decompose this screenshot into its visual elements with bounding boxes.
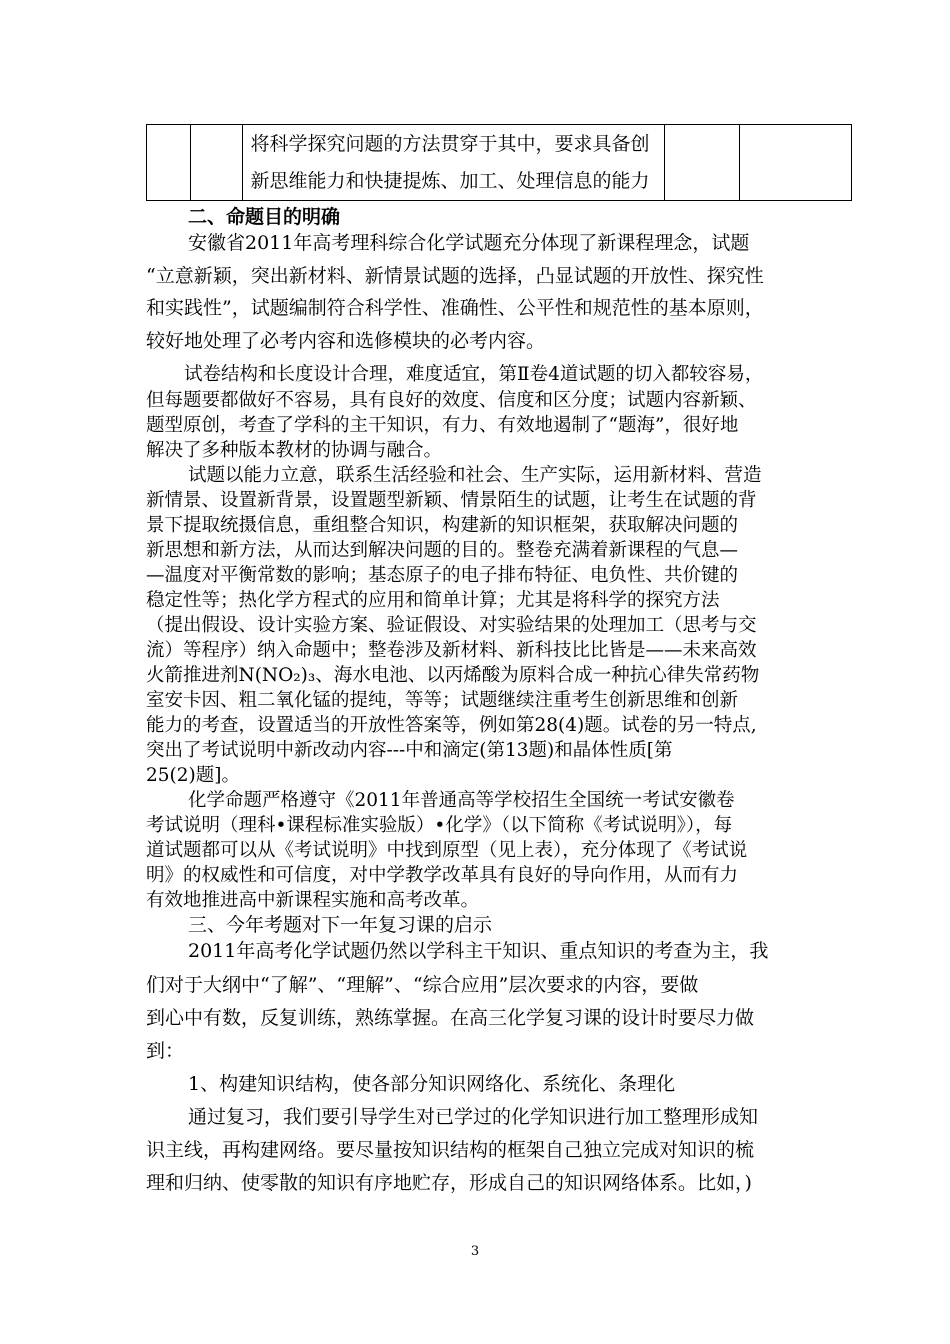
table-cell-description (242, 125, 664, 201)
paragraph-line: 和实践性”，试题编制符合科学性、准确性、公平性和规范性的基本原则， (146, 297, 764, 319)
paragraph-line: 试卷结构和长度设计合理，难度适宜，第Ⅱ卷4道试题的切入都较容易， (184, 364, 764, 385)
paragraph-line: 通过复习，我们要引导学生对已学过的化学知识进行加工整理形成知 (188, 1106, 759, 1128)
paragraph-line: 火箭推进剂N(NO₂)₃、海水电池、以丙烯酸为原料合成一种抗心律失常药物 (146, 665, 760, 686)
section-heading: 二、命题目的明确 (188, 206, 341, 228)
paragraph-line: 到： (146, 1040, 185, 1062)
page-number: 3 (470, 1244, 480, 1259)
paragraph-line: 解决了多种版本教材的协调与融合。 (146, 440, 443, 461)
paragraph-line: 到心中有数，反复训练，熟练掌握。在高三化学复习课的设计时要尽力做 (146, 1007, 755, 1029)
paragraph-line: 理和归纳、使零散的知识有序地贮存，形成自己的知识网络体系。比如，) (146, 1172, 752, 1194)
table-cell-line: 新思维能力和快捷提炼、加工、处理信息的能力 (250, 170, 650, 192)
table-cell (147, 125, 191, 201)
table-cell-line: 将科学探究问题的方法贯穿于其中，要求具备创 (250, 133, 650, 155)
list-item: 1、构建知识结构，使各部分知识网络化、系统化、条理化 (188, 1073, 676, 1095)
paragraph-line: 考试说明（理科•课程标准实验版）•化学》（以下简称《考试说明》），每 (146, 815, 733, 836)
paragraph-line: 有效地推进高中新课程实施和高考改革。 (146, 890, 480, 911)
paragraph-line: 道试题都可以从《考试说明》中找到原型（见上表），充分体现了《考试说 (146, 840, 748, 861)
paragraph-line: 25(2)题]。 (146, 765, 240, 786)
paragraph-line: 稳定性等；热化学方程式的应用和简单计算；尤其是将科学的探究方法 (146, 590, 720, 611)
paragraph-line: 突出了考试说明中新改动内容---中和滴定(第13题)和晶体性质[第 (146, 740, 673, 761)
paragraph-line: 景下提取统摄信息，重组整合知识，构建新的知识框架，获取解决问题的 (146, 515, 739, 536)
paragraph-line: 识主线，再构建网络。要尽量按知识结构的框架自己独立完成对知识的梳 (146, 1139, 755, 1161)
paragraph-line: 题型原创，考查了学科的主干知识，有力、有效地遏制了“题海”，很好地 (146, 415, 739, 436)
section-heading: 三、今年考题对下一年复习课的启示 (188, 914, 493, 936)
paragraph-line: 新情景、设置新背景，设置题型新颖、情景陌生的试题，让考生在试题的背 (146, 490, 757, 511)
paragraph-line: 较好地处理了必考内容和选修模块的必考内容。 (146, 330, 546, 352)
paragraph-line: “立意新颖，突出新材料、新情景试题的选择，凸显试题的开放性、探究性 (146, 265, 764, 287)
paragraph-line: 们对于大纲中“了解”、“理解”、“综合应用”层次要求的内容，要做 (146, 974, 699, 996)
paragraph-line: （提出假设、设计实验方案、验证假设、对实验结果的处理加工（思考与交 (146, 615, 757, 636)
paragraph-line: 试题以能力立意，联系生活经验和社会、生产实际，运用新材料、营造 (188, 465, 762, 486)
paragraph-line: 明》的权威性和可信度，对中学教学改革具有良好的导向作用，从而有力 (146, 865, 739, 886)
requirements-table-fragment (146, 124, 852, 201)
paragraph-line: —温度对平衡常数的影响；基态原子的电子排布特征、电负性、共价键的 (146, 565, 739, 586)
table-cell (739, 125, 851, 201)
paragraph-line: 能力的考查，设置适当的开放性答案等，例如第28(4)题。试卷的另一特点, (146, 715, 757, 736)
paragraph-line: 安徽省2011年高考理科综合化学试题充分体现了新课程理念，试题 (188, 232, 750, 254)
paragraph-line: 但每题要都做好不容易，具有良好的效度、信度和区分度；试题内容新颖、 (146, 390, 757, 411)
table-row (147, 125, 852, 201)
paragraph-line: 2011年高考化学试题仍然以学科主干知识、重点知识的考查为主，我 (188, 940, 769, 962)
paragraph-line: 流）等程序）纳入命题中；整卷涉及新材料、新科技比比皆是——未来高效 (146, 640, 757, 661)
table-cell (190, 125, 242, 201)
table-cell (664, 125, 739, 201)
paragraph-line: 室安卡因、粗二氧化锰的提纯，等等；试题继续注重考生创新思维和创新 (146, 690, 739, 711)
paragraph-line: 新思想和新方法，从而达到解决问题的目的。整卷充满着新课程的气息— (146, 540, 739, 561)
paragraph-line: 化学命题严格遵守《2011年普通高等学校招生全国统一考试安徽卷 (188, 790, 735, 811)
